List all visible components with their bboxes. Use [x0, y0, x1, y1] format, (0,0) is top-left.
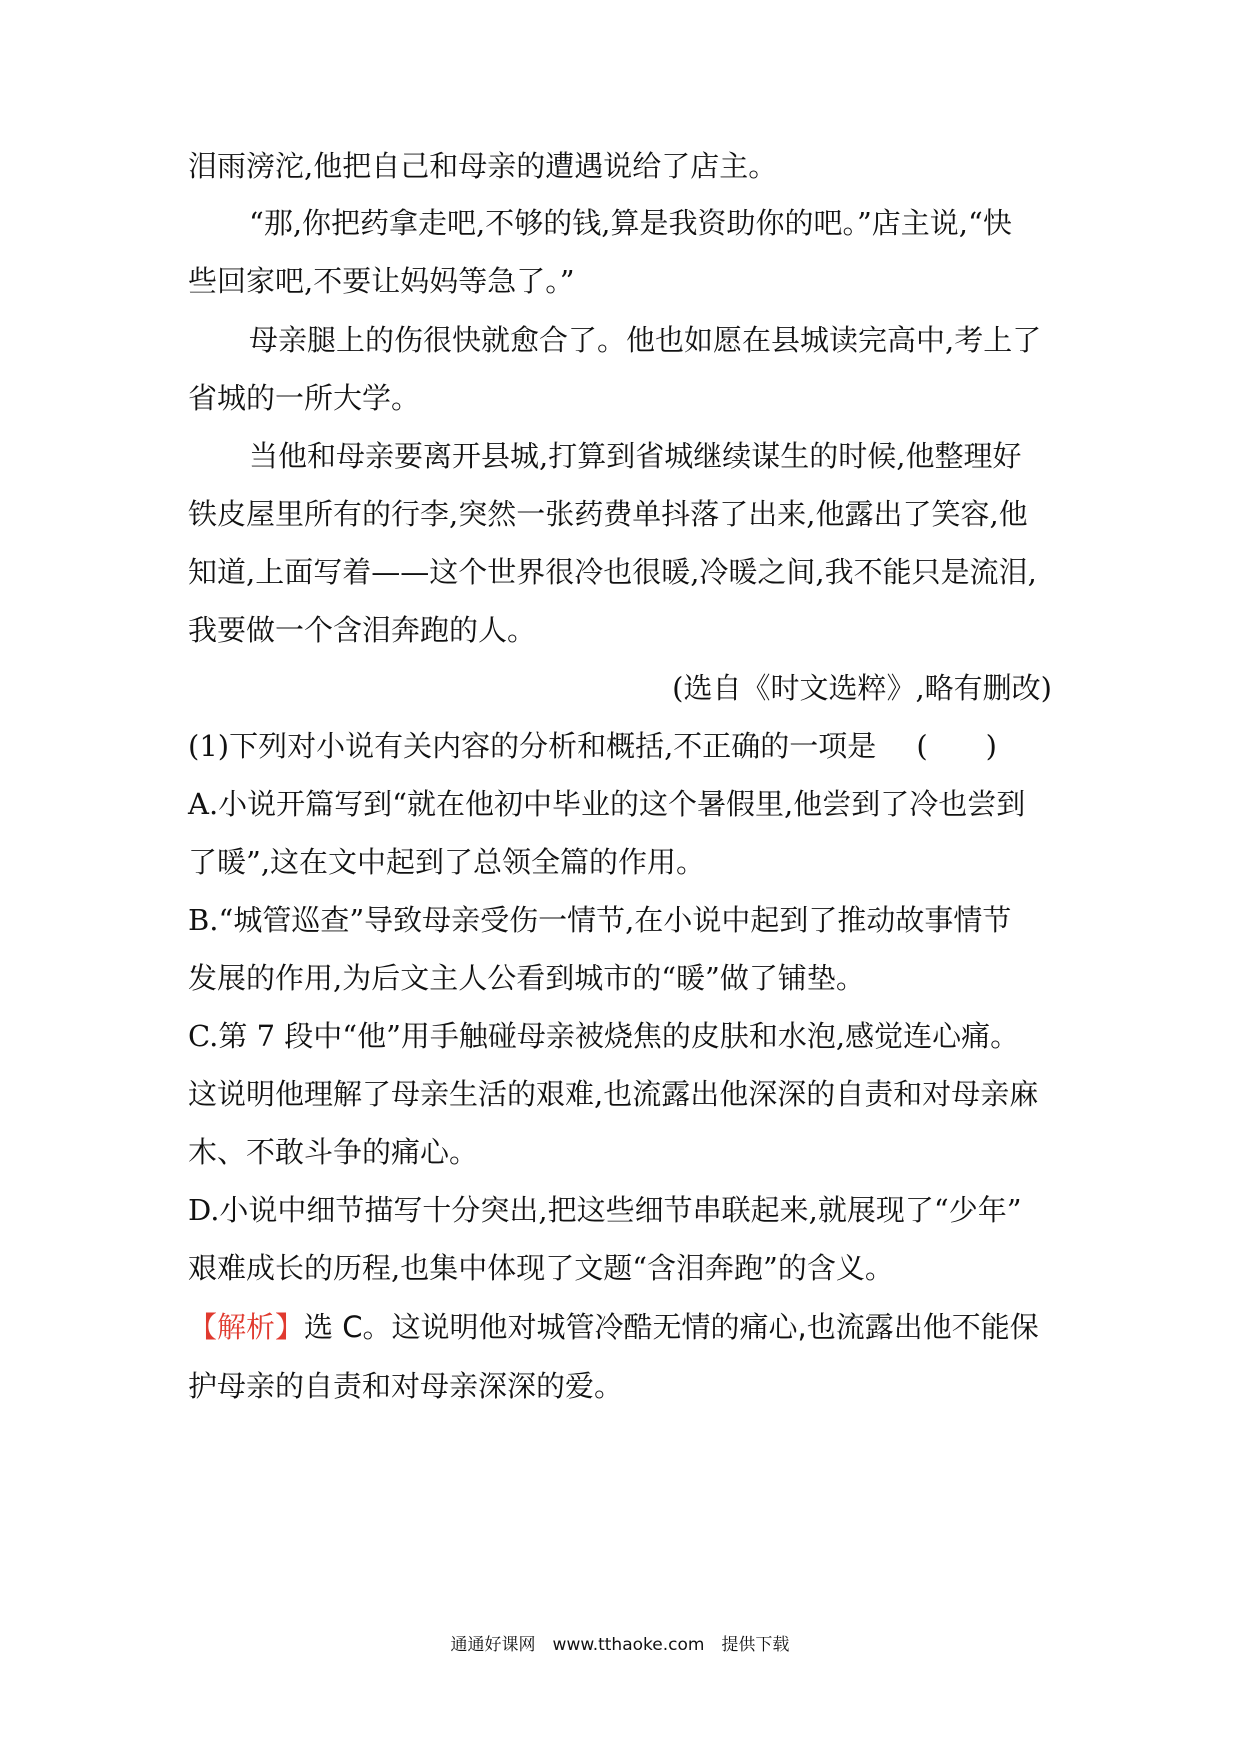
- passage-line: 些回家吧,不要让妈妈等急了。”: [188, 264, 575, 298]
- passage-line: 泪雨滂沱,他把自己和母亲的遭遇说给了店主。: [188, 149, 778, 183]
- analysis-text: 选 C。这说明他对城管冷酷无情的痛心,也流露出他不能保: [304, 1310, 1039, 1344]
- option-line: 艰难成长的历程,也集中体现了文题“含泪奔跑”的含义。: [188, 1251, 894, 1285]
- option-line: 发展的作用,为后文主人公看到城市的“暖”做了铺垫。: [188, 961, 865, 995]
- passage-line: 铁皮屋里所有的行李,突然一张药费单抖落了出来,他露出了笑容,他: [188, 497, 1028, 531]
- passage-source: (选自《时文选粹》,略有删改): [672, 671, 1052, 705]
- passage-line: 母亲腿上的伤很快就愈合了。他也如愿在县城读完高中,考上了: [249, 323, 1042, 357]
- option-line: C.第 7 段中“他”用手触碰母亲被烧焦的皮肤和水泡,感觉连心痛。: [188, 1019, 1020, 1053]
- option-line: 了暖”,这在文中起到了总领全篇的作用。: [188, 845, 706, 879]
- option-line: D.小说中细节描写十分突出,把这些细节串联起来,就展现了“少年”: [188, 1193, 1022, 1227]
- passage-line: 我要做一个含泪奔跑的人。: [188, 613, 537, 647]
- option-line: A.小说开篇写到“就在他初中毕业的这个暑假里,他尝到了冷也尝到: [188, 787, 1026, 821]
- option-line: 木、不敢斗争的痛心。: [188, 1135, 479, 1169]
- option-line: 这说明他理解了母亲生活的艰难,也流露出他深深的自责和对母亲麻: [188, 1077, 1039, 1111]
- passage-line: 当他和母亲要离开县城,打算到省城继续谋生的时候,他整理好: [249, 439, 1022, 473]
- page-footer: 通通好课网 www.tthaoke.com 提供下载: [450, 1635, 790, 1655]
- analysis-tag: 【解析】: [188, 1310, 305, 1344]
- passage-line: “那,你把药拿走吧,不够的钱,算是我资助你的吧。”店主说,“快: [249, 206, 1012, 240]
- answer-blank: ( ): [916, 729, 997, 763]
- option-line: B.“城管巡查”导致母亲受伤一情节,在小说中起到了推动故事情节: [188, 903, 1012, 937]
- passage-line: 知道,上面写着——这个世界很冷也很暖,冷暖之间,我不能只是流泪,: [188, 555, 1037, 589]
- question-stem-text: (1)下列对小说有关内容的分析和概括,不正确的一项是: [188, 729, 877, 763]
- analysis-line-2: 护母亲的自责和对母亲深深的爱。: [188, 1369, 624, 1403]
- passage-line: 省城的一所大学。: [188, 381, 421, 415]
- question-stem: [188, 726, 1068, 766]
- analysis-line: [188, 1307, 1068, 1347]
